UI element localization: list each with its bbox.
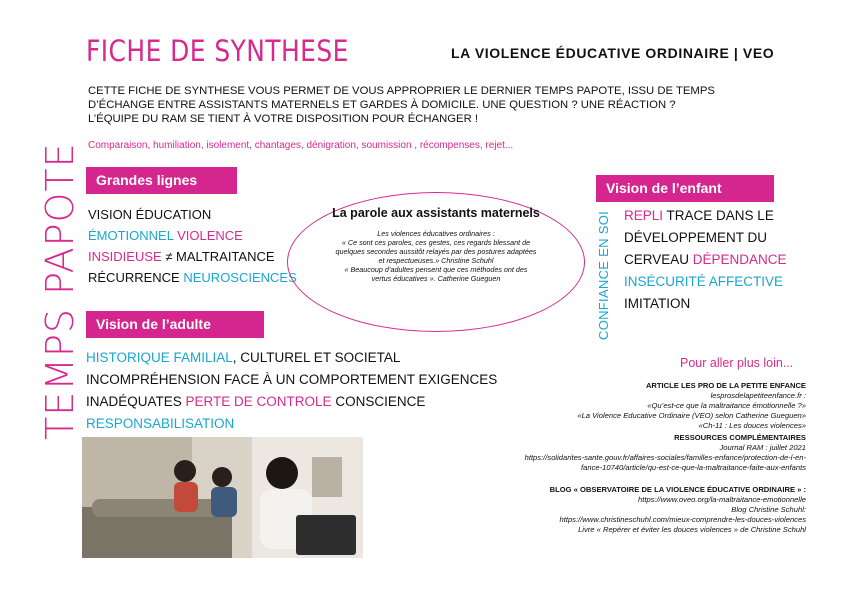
vision-adulte-heading: Vision de l’adulte xyxy=(86,311,264,338)
references-block: ARTICLE LES PRO DE LA PETITE ENFANCE lesprosdelapetiteenfance.fr : «Qu’est-ce que la maltraitance émotionnelle ?» «La Violence Educative Ordinaire (VEO) selon Catherine Gueguen» «Ch-11 : Les douces violences» RESSOURCES COMPLÉMENTAIRES Journal RAM : juillet 2021 https://solidarites-sante.gouv.fr/affaires-sociales/familles-enfance/protection-de-l-en- fance-10740/article/qu-est-ce-que-la-maltraitance-faite-aux-enfants BLOG « OBSERVATOIRE DE LA VIOLENCE ÉDUCATIVE ORDINAIRE » : https://www.oveo.org/la-maltraitance-emotionnelle Blog Christine Schuhl: https://www.christineschuhl.com/mieux-comprendre-les-douces-violences Livre « Repérer et éviter les douces violences » de Christine Schuhl xyxy=(524,381,806,534)
list-item: INADÉQUATES PERTE DE CONTROLE CONSCIENCE xyxy=(86,394,426,409)
vision-enfant-heading: Vision de l’enfant xyxy=(596,175,774,202)
list-item: IMITATION xyxy=(624,296,691,311)
list-item: DÉVELOPPEMENT DU xyxy=(624,230,768,245)
list-item: CERVEAU DÉPENDANCE xyxy=(624,252,787,267)
intro-line: CETTE FICHE DE SYNTHESE VOUS PERMET DE VOUS APPROPRIER LE DERNIER TEMPS PAPOTE, ISSU DE TEMPS xyxy=(88,85,715,97)
vertical-title xyxy=(38,142,84,440)
intro-text xyxy=(88,84,768,126)
more-heading: Pour aller plus loin... xyxy=(680,356,794,370)
list-item: RESPONSABILISATION xyxy=(86,416,235,431)
topic-title: LA VIOLENCE ÉDUCATIVE ORDINAIRE | VEO xyxy=(451,45,775,61)
vision-enfant-list xyxy=(624,205,787,315)
confiance-label: CONFIANCE EN SOI xyxy=(596,210,611,340)
list-item: INCOMPRÉHENSION FACE À UN COMPORTEMENT EXIGENCES xyxy=(86,372,498,387)
grandes-lignes-list xyxy=(88,204,297,288)
list-item: INSÉCURITÉ AFFECTIVE xyxy=(624,274,784,289)
intro-line: L’ÉQUIPE DU RAM SE TIENT À VOTRE DISPOSITION POUR ÉCHANGER ! xyxy=(88,113,479,125)
vertical-title-text: TEMPS PAPOTE xyxy=(38,142,82,440)
grandes-lignes-heading: Grandes lignes xyxy=(86,167,237,194)
list-item: INSIDIEUSE ≠ MALTRAITANCE xyxy=(88,249,275,264)
list-item: REPLI TRACE DANS LE xyxy=(624,208,774,223)
list-item: ÉMOTIONNEL VIOLENCE xyxy=(88,228,243,243)
intro-line: D’ÉCHANGE ENTRE ASSISTANTS MATERNELS ET GARDES À DOMICILE. UNE QUESTION ? UNE RÉACTION ? xyxy=(88,99,676,111)
list-item: HISTORIQUE FAMILIAL, CULTUREL ET SOCIETAL xyxy=(86,350,401,365)
list-item: VISION ÉDUCATION xyxy=(88,207,212,222)
family-photo-illustration xyxy=(82,437,363,558)
family-photo xyxy=(82,437,363,558)
keywords-line: Comparaison, humiliation, isolement, chantages, dénigration, soumission , récompenses, rejet... xyxy=(88,140,514,151)
list-item: RÉCURRENCE NEUROSCIENCES xyxy=(88,270,297,285)
quote-text: Les violences éducatives ordinaires : « Ce sont ces paroles, ces gestes, ces regards blessant de quelques secondes aussitôt relayés par des postures adaptées et respectueuses.» Christine Schuhl « Beaucoup d’adultes pensent que ces méthodes ont des vertus éducatives ». Catherine Gueguen xyxy=(335,229,537,283)
quote-title: La parole aux assistants maternels xyxy=(332,206,540,220)
page-title: FICHE DE SYNTHESE xyxy=(86,34,349,68)
